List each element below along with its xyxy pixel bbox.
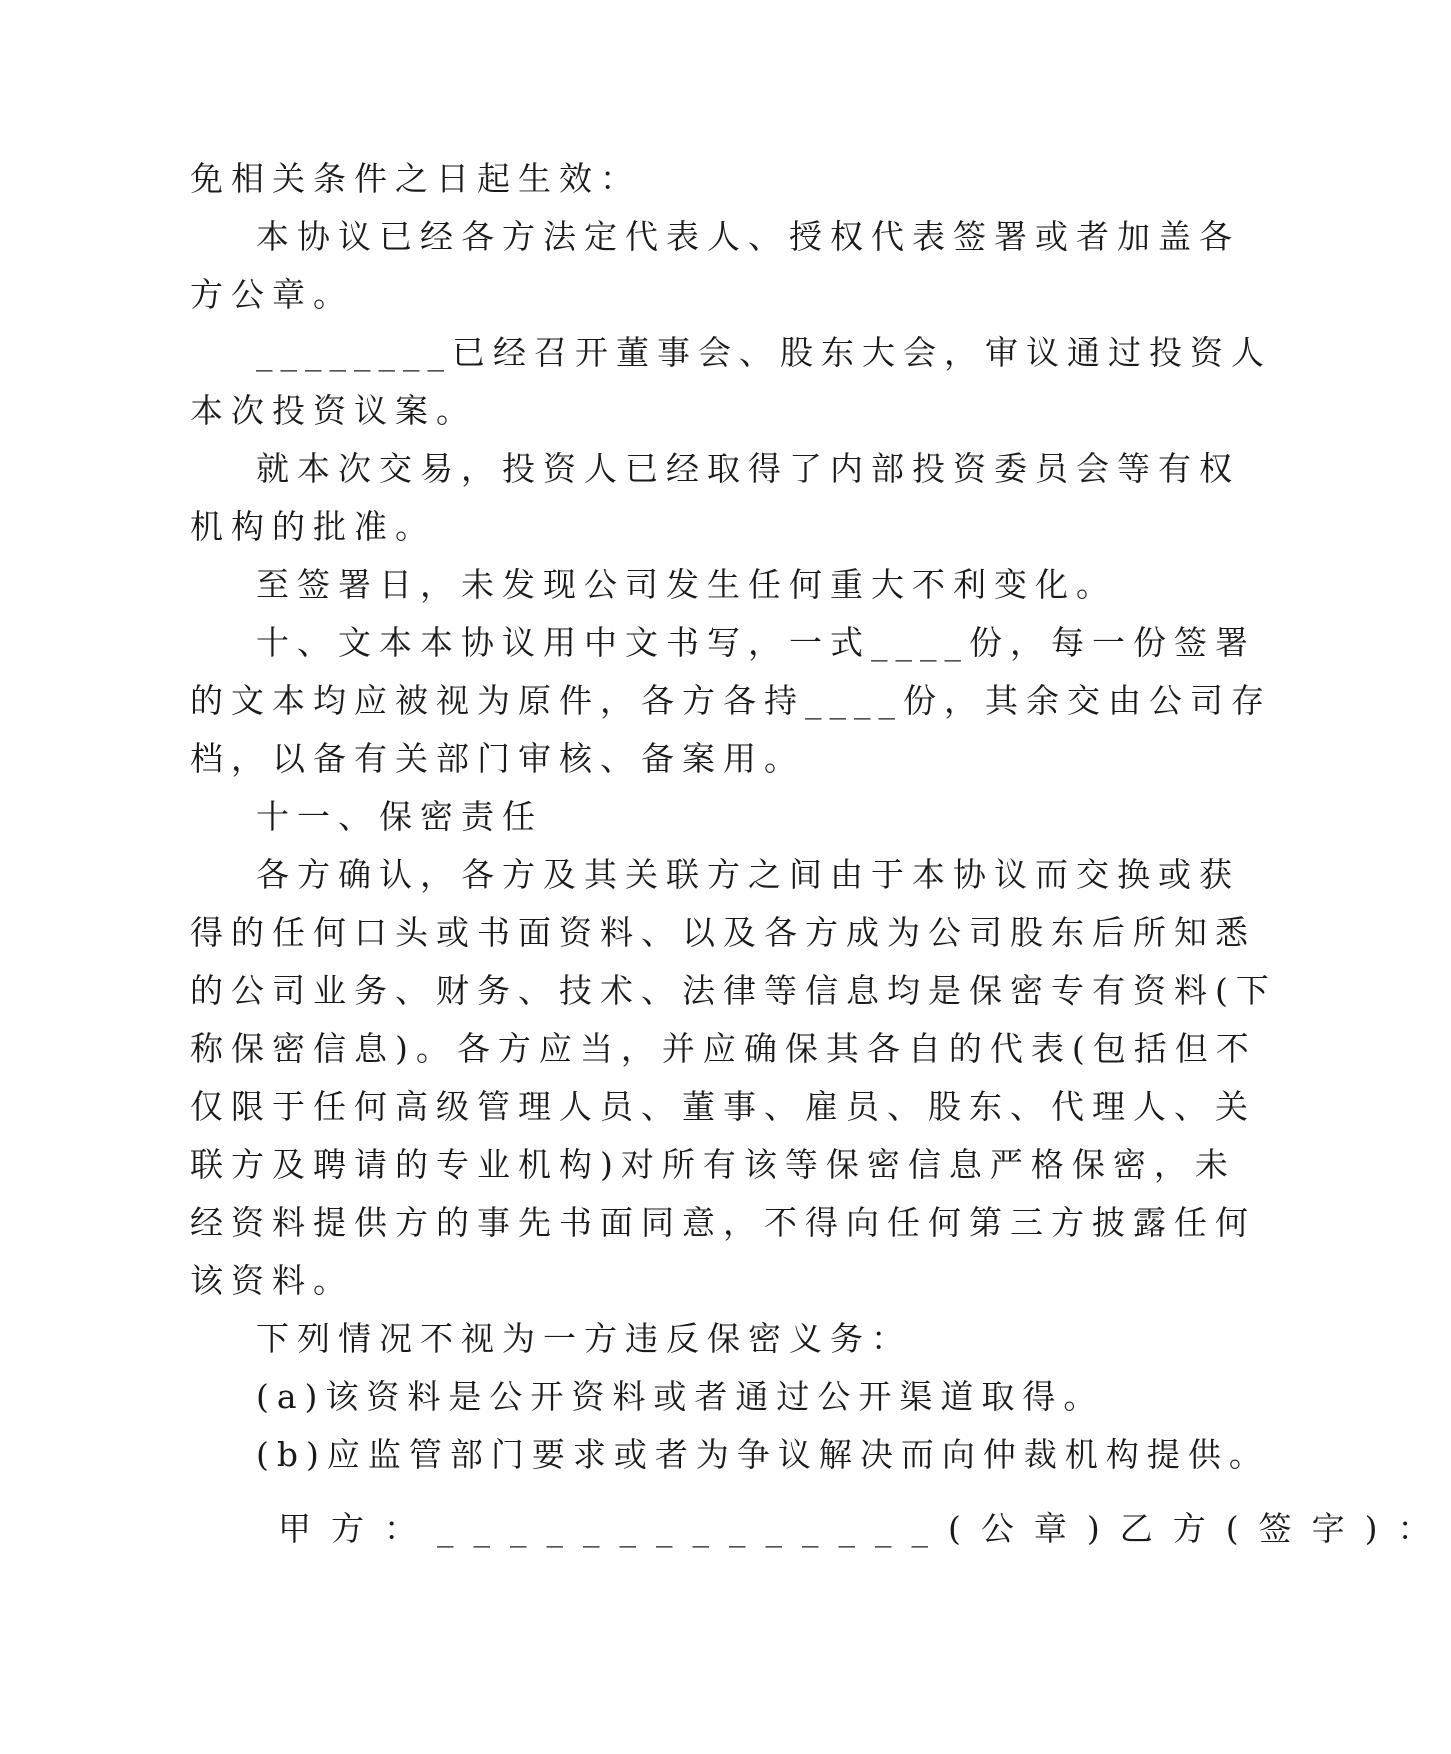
text-line: 本协议已经各方法定代表人、授权代表签署或者加盖各 <box>256 217 1240 256</box>
text-line: 联方及聘请的专业机构)对所有该等保密信息严格保密，未 <box>190 1145 1236 1184</box>
list-item: (b)应监管部门要求或者为争议解决而向仲裁机构提供。 <box>256 1435 1270 1474</box>
text-line: 各方确认，各方及其关联方之间由于本协议而交换或获 <box>256 855 1240 894</box>
text-line: 仅限于任何高级管理人员、董事、雇员、股东、代理人、关 <box>190 1087 1256 1126</box>
text-line: 机构的批准。 <box>190 507 436 546</box>
signature-line: 甲方：______________(公章)乙方(签字)： <box>278 1509 1451 1548</box>
text-line: 该资料。 <box>190 1261 354 1300</box>
text-line: 下列情况不视为一方违反保密义务： <box>256 1319 912 1358</box>
text-line: 的文本均应被视为原件，各方各持____份，其余交由公司存 <box>190 681 1272 720</box>
text-line: 免相关条件之日起生效： <box>190 159 641 198</box>
text-line: 经资料提供方的事先书面同意，不得向任何第三方披露任何 <box>190 1203 1256 1242</box>
text-line: 就本次交易，投资人已经取得了内部投资委员会等有权 <box>256 449 1240 488</box>
text-line: 本次投资议案。 <box>190 391 477 430</box>
text-line: 得的任何口头或书面资料、以及各方成为公司股东后所知悉 <box>190 913 1256 952</box>
list-item: (a)该资料是公开资料或者通过公开渠道取得。 <box>256 1377 1105 1416</box>
text-line: 档，以备有关部门审核、备案用。 <box>190 739 805 778</box>
text-line: 十、文本本协议用中文书写，一式____份，每一份签署 <box>256 623 1256 662</box>
text-line: 方公章。 <box>190 275 354 314</box>
text-line: ________已经召开董事会、股东大会，审议通过投资人 <box>256 333 1272 372</box>
section-heading: 十一、保密责任 <box>256 797 543 836</box>
text-line: 的公司业务、财务、技术、法律等信息均是保密专有资料(下 <box>190 971 1277 1010</box>
text-line: 至签署日，未发现公司发生任何重大不利变化。 <box>256 565 1117 604</box>
text-line: 称保密信息)。各方应当，并应确保其各自的代表(包括但不 <box>190 1029 1257 1068</box>
document-body <box>190 150 1277 1484</box>
